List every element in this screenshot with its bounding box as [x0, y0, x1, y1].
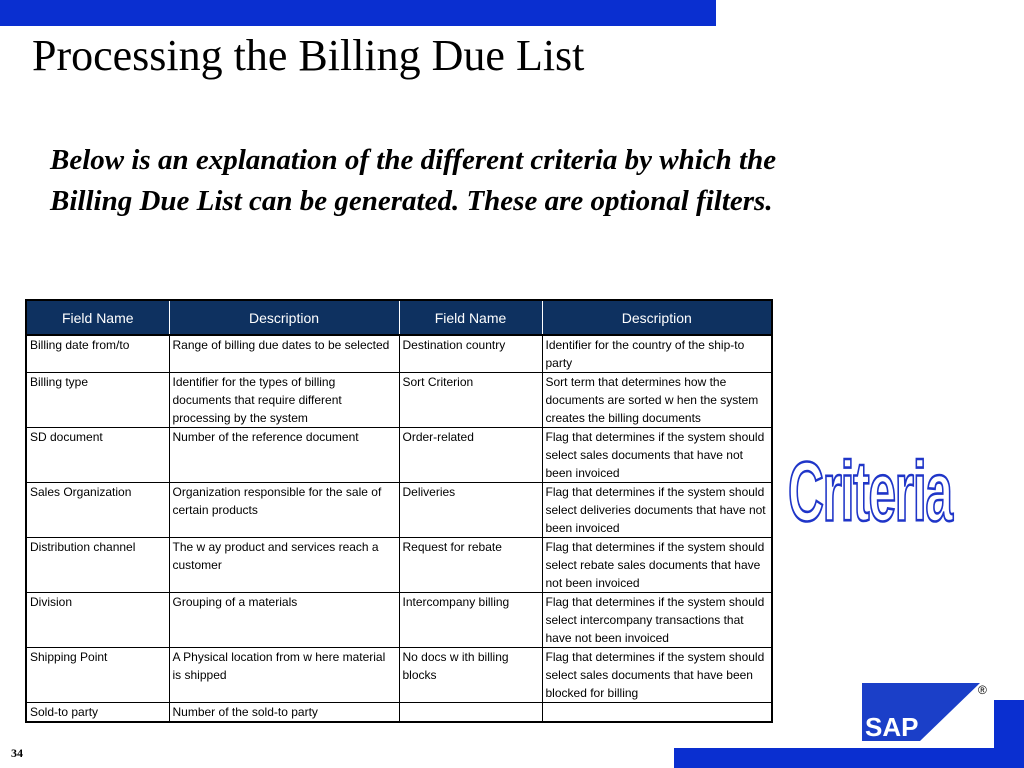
criteria-side-label: Criteria	[788, 444, 952, 539]
table-row	[26, 483, 772, 538]
registered-mark: ®	[978, 683, 987, 697]
table-row	[26, 703, 772, 723]
table-cell: No docs w ith billing blocks	[399, 648, 542, 703]
table-cell: Sold-to party	[26, 703, 169, 723]
table-row	[26, 373, 772, 428]
table-cell: Shipping Point	[26, 648, 169, 703]
criteria-table	[25, 299, 773, 723]
table-cell: Grouping of a materials	[169, 593, 399, 648]
table-cell: Order-related	[399, 428, 542, 483]
sap-logo	[862, 683, 994, 741]
table-cell: Organization responsible for the sale of certain products	[169, 483, 399, 538]
header-description-1: Description	[169, 300, 399, 335]
table-cell: Number of the sold-to party	[169, 703, 399, 723]
table-cell: Sort Criterion	[399, 373, 542, 428]
table-cell: Identifier for the country of the ship-to party	[542, 335, 772, 373]
bottom-right-accent	[994, 700, 1024, 750]
table-header-row	[26, 300, 772, 335]
table-row	[26, 648, 772, 703]
bottom-accent-bar	[674, 748, 1024, 768]
table-cell: Flag that determines if the system should select rebate sales documents that have not been invoiced	[542, 538, 772, 593]
page-number: 34	[11, 746, 23, 760]
table-cell: SD document	[26, 428, 169, 483]
subtitle-line-1: Below is an explanation of the different criteria by which the	[50, 144, 777, 176]
table-cell: Sort term that determines how the documents are sorted w hen the system creates the billing documents	[542, 373, 772, 428]
table-cell: Range of billing due dates to be selected	[169, 335, 399, 373]
sap-logo-text: SAP	[865, 712, 919, 741]
table-cell: Request for rebate	[399, 538, 542, 593]
table-cell: Billing date from/to	[26, 335, 169, 373]
table-row	[26, 428, 772, 483]
table-cell: Billing type	[26, 373, 169, 428]
table-cell	[399, 703, 542, 723]
table-cell: Flag that determines if the system should select intercompany transactions that have not been invoiced	[542, 593, 772, 648]
table-cell: Number of the reference document	[169, 428, 399, 483]
table-cell: Intercompany billing	[399, 593, 542, 648]
table-cell: Destination country	[399, 335, 542, 373]
table-cell: Distribution channel	[26, 538, 169, 593]
subtitle-line-2: Billing Due List can be generated. These are optional filters.	[50, 185, 773, 217]
table-row	[26, 335, 772, 373]
table-cell: Flag that determines if the system should select deliveries documents that have not been invoiced	[542, 483, 772, 538]
table-cell: The w ay product and services reach a customer	[169, 538, 399, 593]
table-row	[26, 538, 772, 593]
header-field-name-1: Field Name	[26, 300, 169, 335]
table-cell	[542, 703, 772, 723]
table-cell: A Physical location from w here material is shipped	[169, 648, 399, 703]
slide-subtitle	[50, 140, 950, 222]
table-cell: Flag that determines if the system should select sales documents that have not been invoiced	[542, 428, 772, 483]
table-cell: Deliveries	[399, 483, 542, 538]
table-cell: Division	[26, 593, 169, 648]
header-description-2: Description	[542, 300, 772, 335]
table-cell: Flag that determines if the system should select sales documents that have been blocked for billing	[542, 648, 772, 703]
header-field-name-2: Field Name	[399, 300, 542, 335]
table-row	[26, 593, 772, 648]
slide-title: Processing the Billing Due List	[32, 31, 585, 80]
top-accent-bar	[0, 0, 716, 26]
table-cell: Sales Organization	[26, 483, 169, 538]
table-cell: Identifier for the types of billing documents that require different processing by the system	[169, 373, 399, 428]
